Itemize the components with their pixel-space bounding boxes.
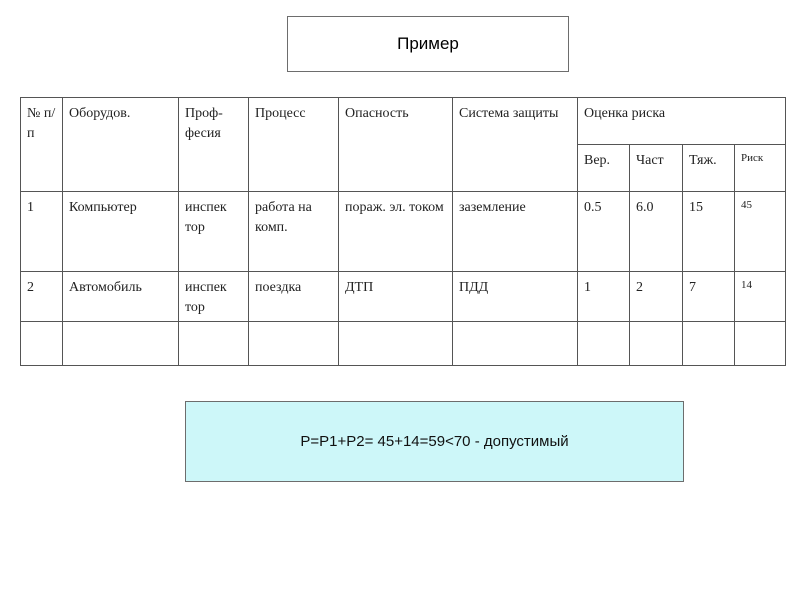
cell-risk: 45 — [735, 192, 786, 272]
header-process: Процесс — [249, 98, 339, 192]
cell-hazard: ДТП — [339, 272, 453, 322]
header-protection: Система защиты — [453, 98, 578, 192]
cell-severity: 7 — [683, 272, 735, 322]
header-frequency: Част — [630, 145, 683, 192]
empty-cell — [339, 322, 453, 366]
header-num: № п/п — [21, 98, 63, 192]
header-profession: Проф-фесия — [179, 98, 249, 192]
empty-cell — [453, 322, 578, 366]
table-row — [21, 192, 786, 272]
cell-frequency: 6.0 — [630, 192, 683, 272]
cell-severity: 15 — [683, 192, 735, 272]
empty-cell — [21, 322, 63, 366]
header-probability: Вер. — [578, 145, 630, 192]
cell-num: 2 — [21, 272, 63, 322]
empty-row — [21, 322, 786, 366]
cell-num: 1 — [21, 192, 63, 272]
empty-cell — [63, 322, 179, 366]
cell-protection: заземление — [453, 192, 578, 272]
cell-hazard: пораж. эл. током — [339, 192, 453, 272]
risk-table — [20, 97, 786, 366]
table-row — [21, 272, 786, 322]
empty-cell — [735, 322, 786, 366]
cell-frequency: 2 — [630, 272, 683, 322]
cell-risk: 14 — [735, 272, 786, 322]
cell-equipment: Компьютер — [63, 192, 179, 272]
cell-process: работа на комп. — [249, 192, 339, 272]
empty-cell — [578, 322, 630, 366]
cell-profession: инспек тор — [179, 272, 249, 322]
cell-equipment: Автомобиль — [63, 272, 179, 322]
header-risk: Риск — [735, 145, 786, 192]
header-severity: Тяж. — [683, 145, 735, 192]
cell-profession: инспек тор — [179, 192, 249, 272]
cell-probability: 1 — [578, 272, 630, 322]
header-equipment: Оборудов. — [63, 98, 179, 192]
empty-cell — [630, 322, 683, 366]
header-row — [21, 98, 786, 145]
header-risk-assessment: Оценка риска — [578, 98, 786, 145]
empty-cell — [179, 322, 249, 366]
cell-process: поездка — [249, 272, 339, 322]
cell-probability: 0.5 — [578, 192, 630, 272]
formula-text: P=P1+P2= 45+14=59<70 - допустимый — [300, 433, 569, 450]
header-hazard: Опасность — [339, 98, 453, 192]
empty-cell — [683, 322, 735, 366]
empty-cell — [249, 322, 339, 366]
slide-title: Пример — [287, 16, 569, 72]
cell-protection: ПДД — [453, 272, 578, 322]
formula-box — [185, 401, 684, 482]
